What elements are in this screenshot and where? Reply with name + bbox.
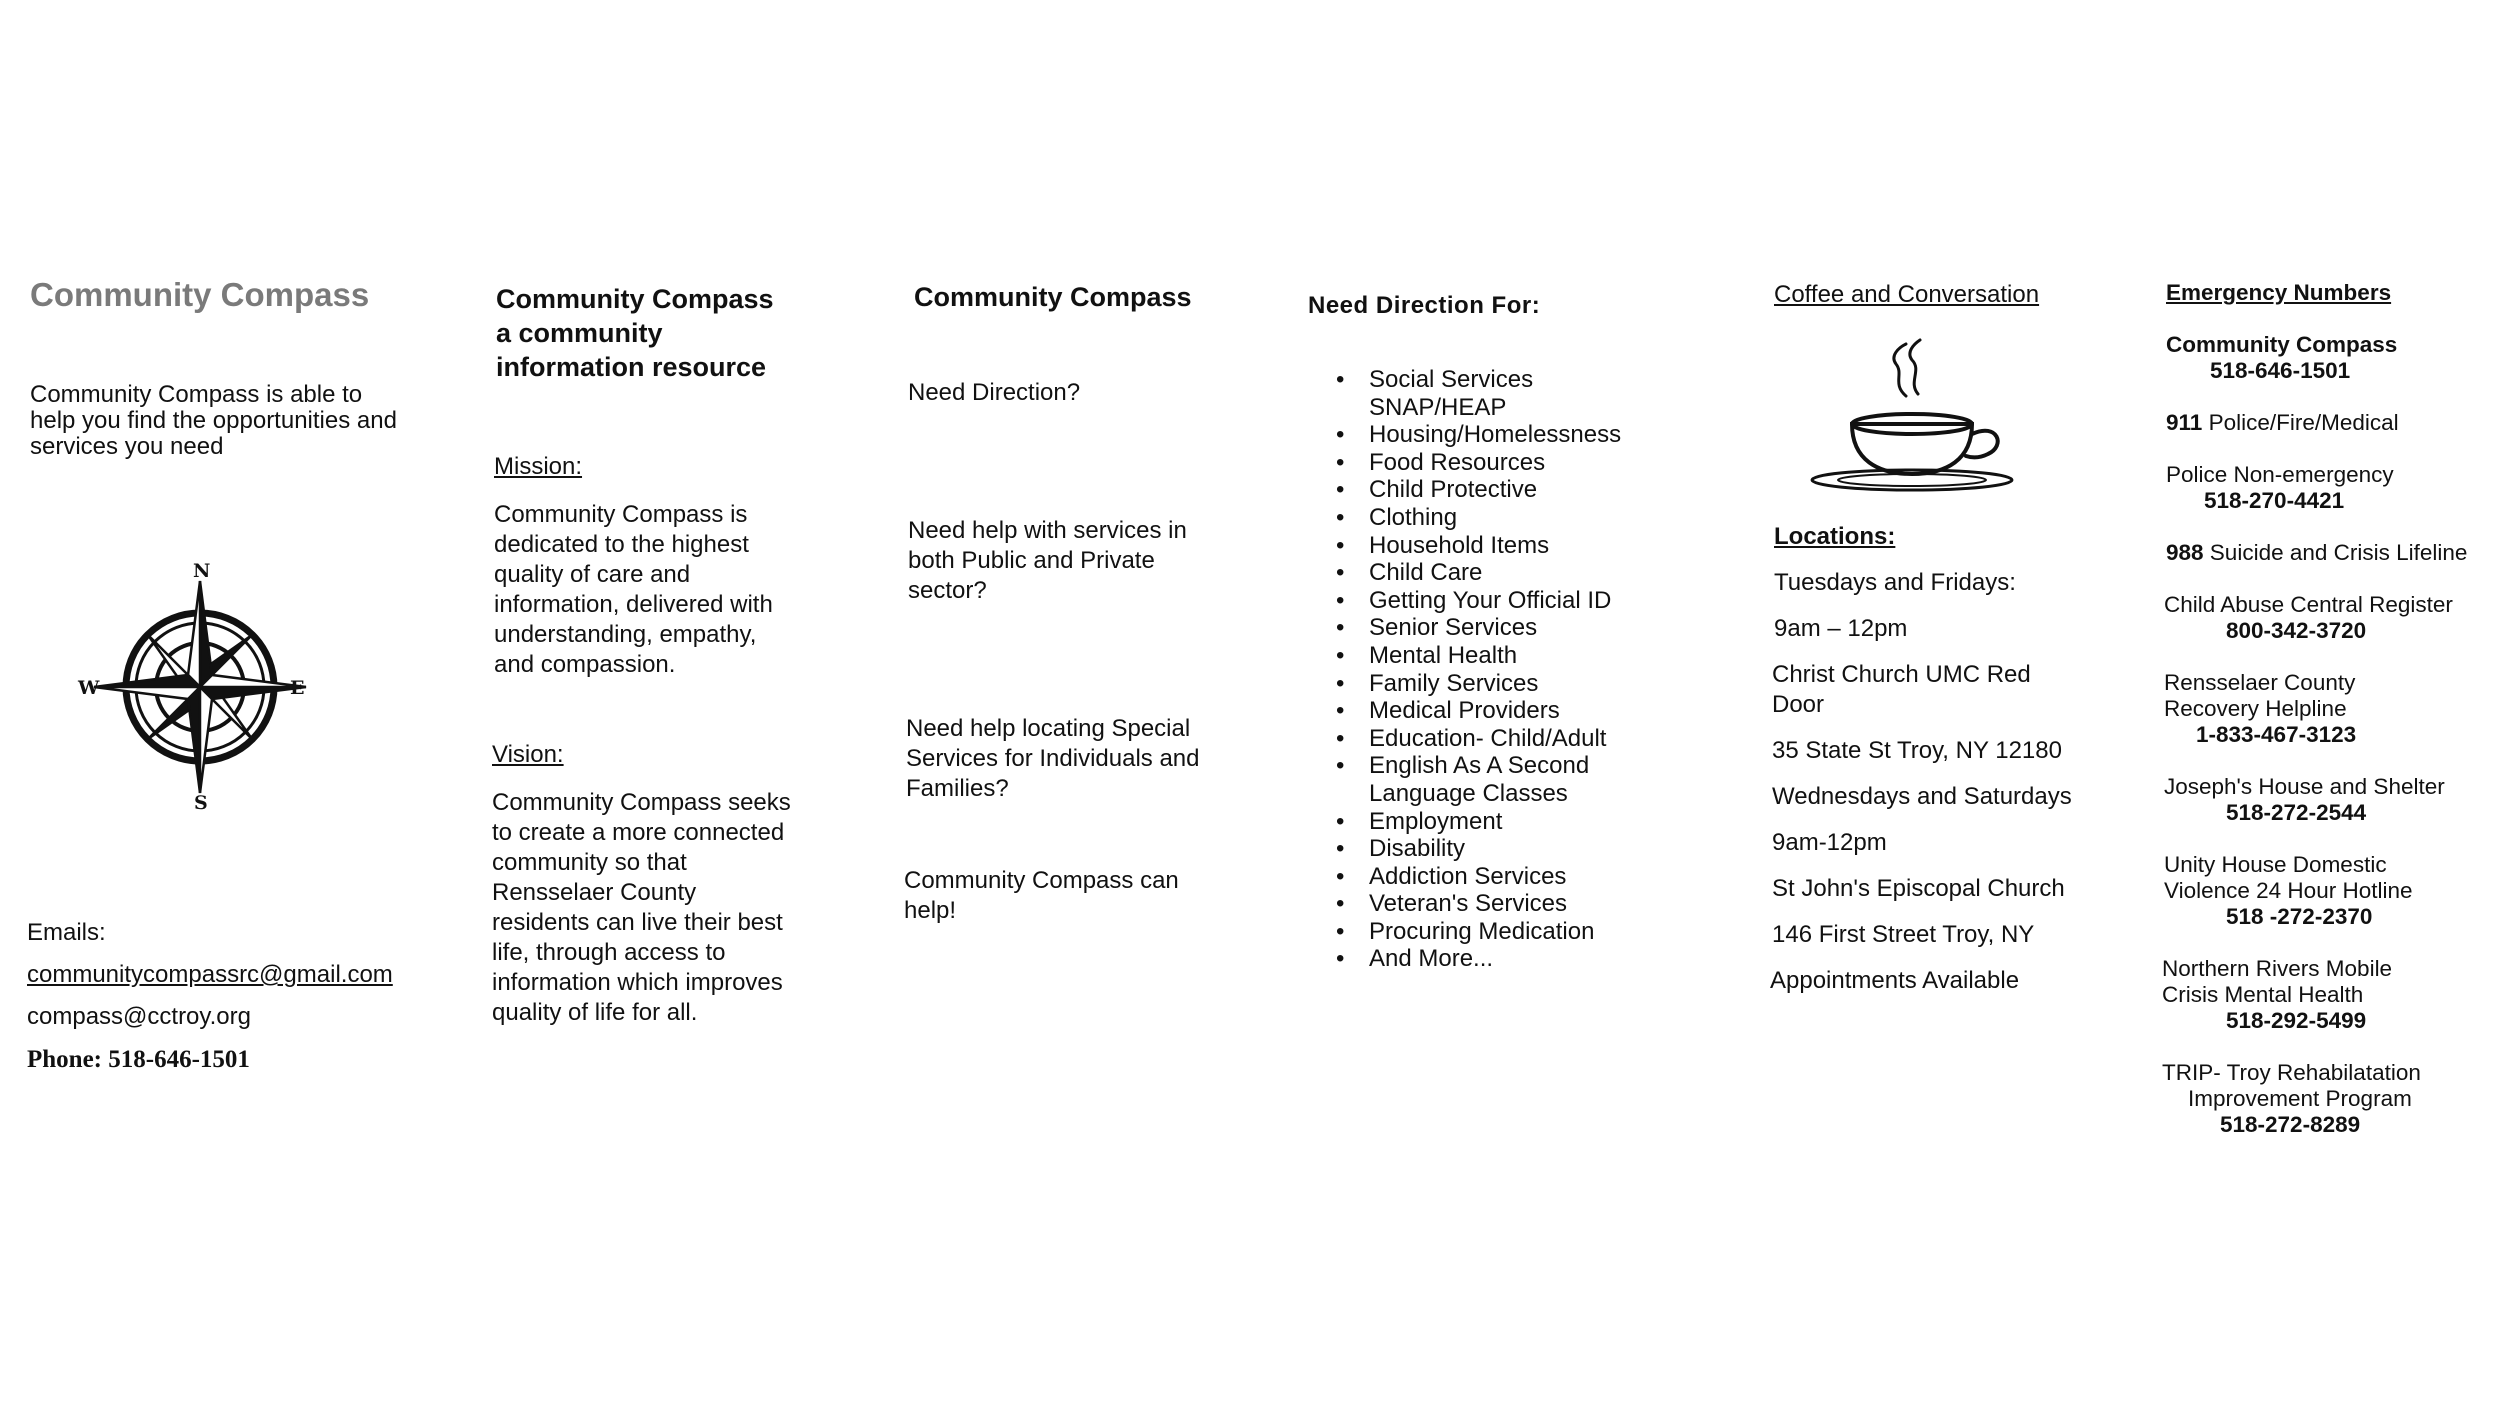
compass-n-label: N xyxy=(193,560,211,582)
cover-intro-line2: help you find the opportunities and xyxy=(30,407,397,434)
unity-house-phone: 518 -272-2370 xyxy=(2226,904,2373,929)
coffee-title: Coffee and Conversation xyxy=(1774,281,2040,308)
list-item: • Family Services xyxy=(1336,670,1621,698)
josephs-house-phone: 518-272-2544 xyxy=(2226,800,2367,825)
list-item: • Procuring Medication xyxy=(1336,918,1621,946)
vision-text-8: quality of life for all. xyxy=(492,999,698,1026)
rensselaer-helpline-phone: 1-833-467-3123 xyxy=(2196,722,2357,747)
compass-s-label: S xyxy=(194,792,208,814)
list-item: • Education- Child/Adult xyxy=(1336,725,1621,753)
list-item: • Household Items xyxy=(1336,532,1621,560)
panel-mission xyxy=(420,0,840,1406)
panel3-title: Community Compass xyxy=(914,282,1192,312)
location-name-2: St John's Episcopal Church xyxy=(1772,875,2065,902)
locations-label: Locations: xyxy=(1774,523,1896,550)
emails-label: Emails: xyxy=(27,919,106,946)
mission-text-3: quality of care and xyxy=(494,561,691,588)
vision-text-4: Rensselaer County xyxy=(492,879,697,906)
panel-coffee xyxy=(1680,0,2100,1406)
child-abuse-phone: 800-342-3720 xyxy=(2226,618,2367,643)
northern-rivers-2: Crisis Mental Health xyxy=(2162,982,2364,1007)
list-item: • Employment xyxy=(1336,808,1621,836)
unity-house-1: Unity House Domestic xyxy=(2164,852,2387,877)
rensselaer-helpline-1: Rensselaer County xyxy=(2164,670,2356,695)
cover-title: Community Compass xyxy=(30,276,370,313)
mission-text-5: understanding, empathy, xyxy=(494,621,757,648)
cc-name: Community Compass xyxy=(2166,332,2398,357)
location-time-2: 9am-12pm xyxy=(1772,829,1887,856)
list-item: • Food Resources xyxy=(1336,449,1621,477)
emergency-988: 988 Suicide and Crisis Lifeline xyxy=(2166,540,2468,565)
rensselaer-helpline-2: Recovery Helpline xyxy=(2164,696,2347,721)
northern-rivers-phone: 518-292-5499 xyxy=(2226,1008,2367,1033)
mission-label: Mission: xyxy=(494,453,583,480)
panel-need-direction xyxy=(840,0,1260,1406)
vision-text-1: Community Compass seeks xyxy=(492,789,791,816)
panel-emergency xyxy=(2100,0,2500,1406)
compass-w-label: W xyxy=(78,677,100,699)
list-item: • Veteran's Services xyxy=(1336,890,1621,918)
need-help-services-1: Need help with services in xyxy=(908,517,1187,544)
location-address-2: 146 First Street Troy, NY xyxy=(1772,921,2035,948)
need-direction-text: Need Direction? xyxy=(908,379,1081,406)
northern-rivers-1: Northern Rivers Mobile xyxy=(2162,956,2393,981)
location-time-1: 9am – 12pm xyxy=(1774,615,1908,642)
vision-text-6: life, through access to xyxy=(492,939,726,966)
email-gmail-link[interactable]: communitycompassrc@gmail.com xyxy=(27,961,393,988)
list-item: • Housing/Homelessness xyxy=(1336,421,1621,449)
compass-rose-icon xyxy=(70,560,330,820)
email-cctroy: compass@cctroy.org xyxy=(27,1003,251,1030)
list-item: • Child Protective xyxy=(1336,476,1621,504)
mission-heading-line2: a community xyxy=(496,318,663,348)
panel-direction-list xyxy=(1260,0,1680,1406)
mission-text-1: Community Compass is xyxy=(494,501,748,528)
unity-house-2: Violence 24 Hour Hotline xyxy=(2164,878,2413,903)
vision-text-7: information which improves xyxy=(492,969,783,996)
list-item: • Disability xyxy=(1336,835,1621,863)
vision-text-2: to create a more connected xyxy=(492,819,785,846)
cover-intro-line1: Community Compass is able to xyxy=(30,381,363,408)
list-item: • English As A Second Language Classes xyxy=(1336,752,1621,807)
compass-e-label: E xyxy=(290,677,305,699)
can-help-1: Community Compass can xyxy=(904,867,1179,894)
list-item: • And More... xyxy=(1336,945,1621,973)
mission-heading-line3: information resource xyxy=(496,352,767,382)
trip-program-phone: 518-272-8289 xyxy=(2220,1112,2361,1137)
list-item: • Addiction Services xyxy=(1336,863,1621,891)
need-help-special-3: Families? xyxy=(906,775,1009,802)
coffee-cup-icon xyxy=(1808,338,2038,498)
location-name-1b: Door xyxy=(1772,691,1825,718)
trip-program-2: Improvement Program xyxy=(2188,1086,2412,1111)
need-help-services-3: sector? xyxy=(908,577,987,604)
list-item: • Mental Health xyxy=(1336,642,1621,670)
can-help-2: help! xyxy=(904,897,957,924)
vision-label: Vision: xyxy=(492,741,564,768)
need-help-services-2: both Public and Private xyxy=(908,547,1155,574)
list-item: • Medical Providers xyxy=(1336,697,1621,725)
vision-text-3: community so that xyxy=(492,849,687,876)
list-item: • Clothing xyxy=(1336,504,1621,532)
mission-text-6: and compassion. xyxy=(494,651,676,678)
location-address-1: 35 State St Troy, NY 12180 xyxy=(1772,737,2062,764)
trip-program-1: TRIP- Troy Rehabilatation xyxy=(2162,1060,2421,1085)
emergency-title: Emergency Numbers xyxy=(2166,280,2392,305)
location-name-1a: Christ Church UMC Red xyxy=(1772,661,2031,688)
cover-phone: Phone: 518-646-1501 xyxy=(27,1046,250,1073)
direction-list xyxy=(1336,366,1621,973)
cc-phone: 518-646-1501 xyxy=(2210,358,2351,383)
vision-text-5: residents can live their best xyxy=(492,909,783,936)
list-item: • Senior Services xyxy=(1336,614,1621,642)
josephs-house: Joseph's House and Shelter xyxy=(2164,774,2445,799)
need-help-special-2: Services for Individuals and xyxy=(906,745,1200,772)
cover-intro-line3: services you need xyxy=(30,433,224,460)
mission-text-2: dedicated to the highest xyxy=(494,531,749,558)
need-help-special-1: Need help locating Special xyxy=(906,715,1191,742)
mission-text-4: information, delivered with xyxy=(494,591,773,618)
mission-heading-line1: Community Compass xyxy=(496,284,774,314)
list-item: • Social Services SNAP/HEAP xyxy=(1336,366,1621,421)
police-non-emergency-phone: 518-270-4421 xyxy=(2204,488,2345,513)
location-day-2: Wednesdays and Saturdays xyxy=(1772,783,2072,810)
location-day-1: Tuesdays and Fridays: xyxy=(1774,569,2016,596)
police-non-emergency: Police Non-emergency xyxy=(2166,462,2394,487)
list-item: • Getting Your Official ID xyxy=(1336,587,1621,615)
list-item: • Child Care xyxy=(1336,559,1621,587)
child-abuse-register: Child Abuse Central Register xyxy=(2164,592,2453,617)
appointments-available: Appointments Available xyxy=(1770,967,2020,994)
emergency-911: 911 Police/Fire/Medical xyxy=(2166,410,2399,435)
panel-cover xyxy=(0,0,420,1406)
direction-list-title: Need Direction For: xyxy=(1308,292,1541,319)
